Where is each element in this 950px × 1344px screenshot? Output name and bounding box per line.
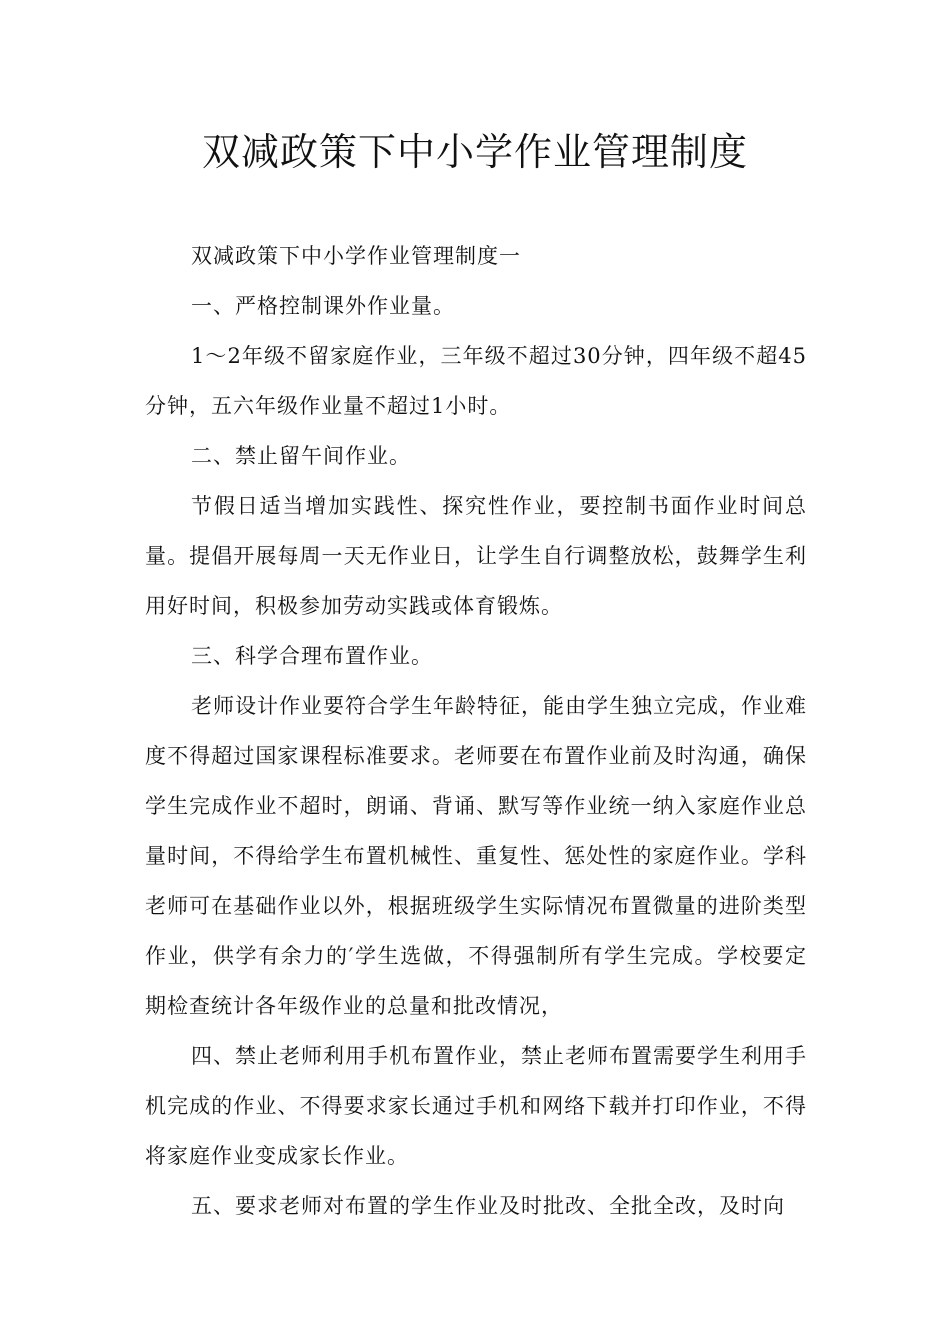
paragraph-heading-5: 五、要求老师对布置的学生作业及时批改、全批全改，及时向 — [191, 1194, 785, 1218]
paragraph-heading-2: 二、禁止留午间作业。 — [191, 444, 411, 468]
document-body — [145, 231, 807, 1231]
paragraph-heading-1: 一、严格控制课外作业量。 — [191, 294, 455, 318]
paragraph-heading-4: 四、禁止老师利用手机布置作业，禁止老师布置需要学生利用手机完成的作业、不得要求家长通过手机和网络下载并打印作业，不得将家庭作业变成家长作业。 — [145, 1044, 807, 1168]
paragraph-body-1: 1～2年级不留家庭作业，三年级不超过30分钟，四年级不超45分钟，五六年级作业量不超过1小时。 — [145, 344, 807, 418]
paragraph-subtitle: 双减政策下中小学作业管理制度一 — [191, 244, 521, 268]
document-title: 双减政策下中小学作业管理制度 — [201, 130, 748, 174]
paragraph-heading-3: 三、科学合理布置作业。 — [191, 644, 433, 668]
paragraph-body-3: 老师设计作业要符合学生年龄特征，能由学生独立完成，作业难度不得超过国家课程标准要求。老师要在布置作业前及时沟通，确保学生完成作业不超时，朗诵、背诵、默写等作业统一纳入家庭作业总量时间，不得给学生布置机械性、重复性、惩处性的家庭作业。学科老师可在基础作业以外，根据班级学生实际情况布置微量的进阶类型作业，供学有余力的′学生选做，不得强制所有学生完成。学校要定期检查统计各年级作业的总量和批改情况， — [145, 694, 807, 1018]
paragraph-body-2: 节假日适当增加实践性、探究性作业，要控制书面作业时间总量。提倡开展每周一天无作业日，让学生自行调整放松，鼓舞学生利用好时间，积极参加劳动实践或体育锻炼。 — [145, 494, 807, 618]
